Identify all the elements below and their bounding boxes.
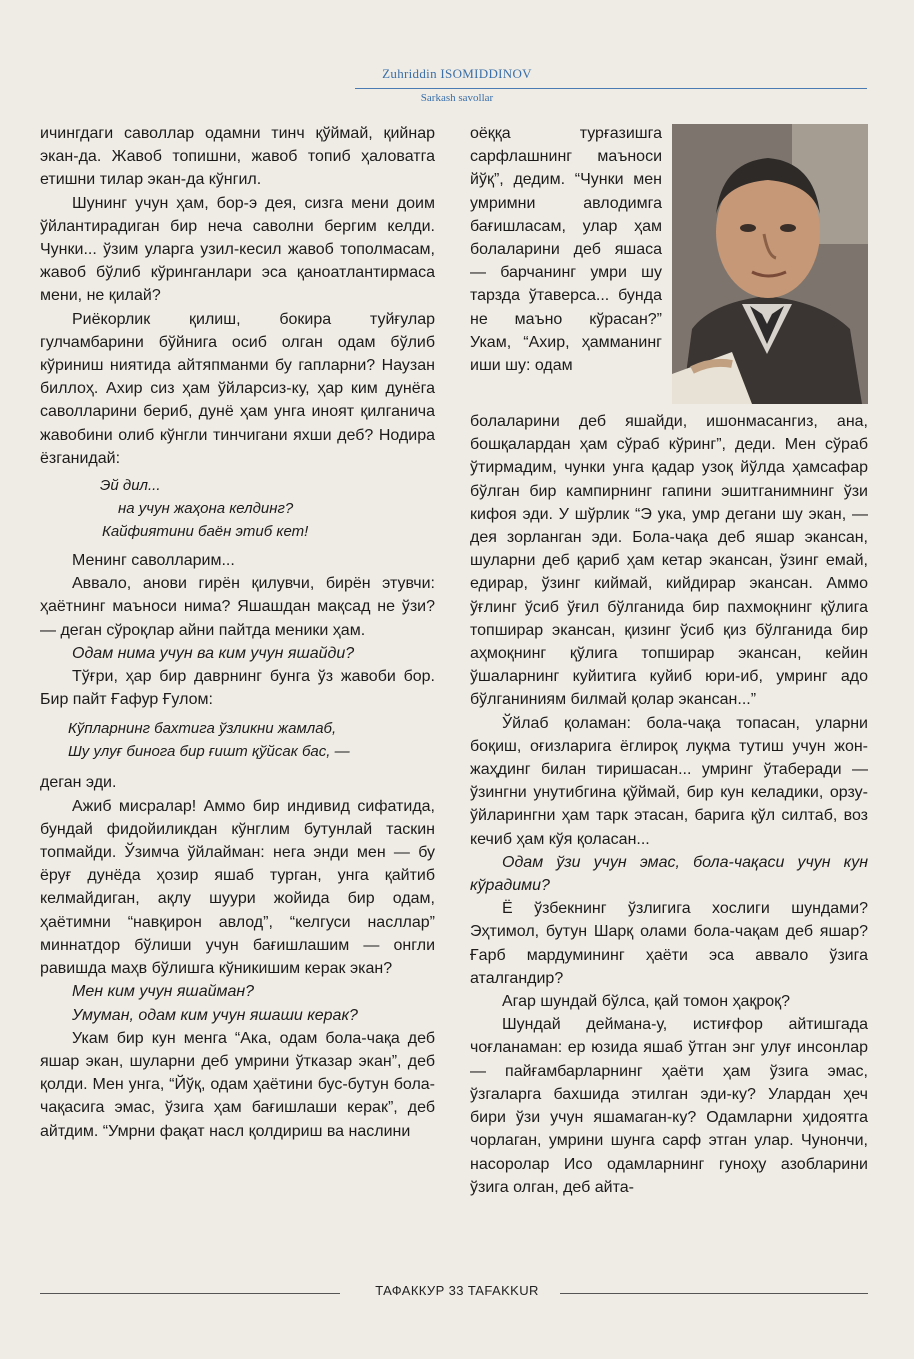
- poem-line: Шу улуғ бинога бир ғишт қўйсак бас, —: [68, 743, 350, 761]
- paragraph: Ўйлаб қоламан: бола-чақа топасан, уларни боқиш, оғизларига ёглироқ луқма тутиш учун жон-жаҳдинг билан тиришасан... умринг ўтаберади — ўзингни унутибгина қўймай, бир кун келадики, орзу-ўйларингни ҳам тарк этасан, барига қўл силтаб, воз кечиб ҳам кўя қоласан...: [470, 714, 868, 848]
- footer-page-number: ТАФАККУР 33 TAFAKKUR: [375, 1283, 539, 1298]
- question: Одам ўзи учун эмас, бола-чақаси учун кун кўрадими?: [470, 853, 868, 895]
- paragraph: Аввало, анови гирён қилувчи, бирён этувчи: ҳаётнинг маъноси нима? Яшашдан мақсад не ўзи? — деган сўроқлар айни пайтда меники ҳам.: [40, 575, 435, 639]
- paragraph: оёққа турғазишга сарфлашнинг маъноси йўқ”, дедим. “Чунки мен умримни авлодимга бағишласам, улар ҳам болаларини деб яшаса — барчанинг умри шу тарзда ўтаверса... бунда не маъно кўрасан?” Укам, “Ахир, ҳамманинг иши шу: одам: [470, 125, 662, 375]
- paragraph: болаларини деб яшайди, ишонмасангиз, ана, бошқалардан ҳам сўраб кўринг”, деди. Мен сўраб ўтирмадим, чунки унга қадар узоқ йўлда ҳамсафар бўлган бир кампирнинг гапини эшитганимнинг ўзи кифоя эди. У шўрлик “Э ука, умр дегани шу экан, — дея зорланган эди. Бола-чақа деб яшар экансан, шуларни деб қариб ҳам кетар экансан, ўзинг емай, едирар, ўзинг киймай, кийдирар экансан. Аммо ўғлинг ўсиб ўғил бўлганида бир пахмоқнинг қўлига топширар экансан, қизинг ўсиб қиз бўлганида бир аҳмоқнинг қўлига топширар экансан, кейин ўшаларнинг куйитига куйиб юри-иб, умринг адо бўлганиниям билмай қолар экансан...”: [470, 413, 868, 709]
- author-photo: [672, 124, 868, 404]
- paragraph: Шунинг учун ҳам, бор-э дея, сизга мени доим ўйлантирадиган бир неча саволни бергим келди. Чунки... ўзим уларга узил-кесил жавоб тополмасам, жавоб бўлиб кўринганлари эса қаноатлантирмаса мени, не қилай?: [40, 194, 435, 305]
- paragraph: Риёкорлик қилиш, бокира туйғулар гулчамбарини бўйнига осиб олган одам бўлиб кўриниш ниятида айтяпманми бу гапларни? Наузан биллоҳ. Ахир сиз ҳам ўйларсиз-ку, ҳар ким дунёга саволларини бериб, дунё ҳам унга иноят қилганича жавобини олиб кўнгли тинчигани яхши деб? Нодира ёзганидай:: [40, 310, 435, 467]
- paragraph: Шундай деймана-у, истиғфор айтишгада чоғланаман: ер юзида яшаб ўтган энг улуғ инсонлар — пайғамбарларнинг ҳаёти ҳам ўзига эмас, ўзгаларга бахшида этилган эди-ку? Улардан ҳеч бири ўзи учун яшамаган-ку? Одамларни ҳидоятга чорлаган, умрини шунга сарф этган улар. Чунончи, насоролар Исо одамларнинг гуноҳу азобларини ўзига олган, деб айта-: [470, 1016, 868, 1196]
- header-rule: [355, 88, 867, 89]
- right-column: [470, 410, 868, 1199]
- paragraph: Укам бир кун менга “Ака, одам бола-чақа деб яшар экан, шуларни деб умрини ўтказар экан”, деб қолди. Мен унга, “Йўқ, одам ҳаётини бус-бутун бола-чақасига эмас, ўзига ҳам бағишлаши керак”, деб айтдим. “Умрни фақат насл қолдириш ва наслини: [40, 1029, 435, 1140]
- paragraph: Тўғри, ҳар бир даврнинг бунга ўз жавоби бор. Бир пайт Ғафур Ғулом:: [40, 668, 435, 709]
- portrait-illustration: [672, 124, 868, 404]
- question: Умуман, одам ким учун яшаши керак?: [72, 1006, 358, 1024]
- paragraph: ичингдаги саволлар одамни тинч қўймай, қийнар экан-да. Жавоб топишни, жавоб топиб ҳаловатга етишни тилар экан-да кўнгил.: [40, 125, 435, 189]
- question: Одам нима учун ва ким учун яшайди?: [72, 644, 355, 662]
- paragraph: Ажиб мисралар! Аммо бир индивид сифатида, бундай фидойиликдан кўнглим бутунлай таскин топмайди. Ўзимча ўйлайман: нега энди мен — бу ёруғ дунёда ҳозир яшаб турган, унга қайтиб келмайдиган, ақлу шуури жойида бир одам, ҳаётимни “навқирон авлод”, “келгуси насллар” миннатдор бўлиши учун бағишлашим — онгли равишда маҳв бўлишга кўникишим керак экан?: [40, 797, 435, 978]
- paragraph: деган эди.: [40, 774, 117, 792]
- poem-line: на учун жаҳона келдинг?: [118, 500, 294, 518]
- poem-gafur-gulom: [68, 717, 435, 763]
- paragraph: Ё ўзбекнинг ўзлигига хослиги шундами? Эҳтимол, бутун Шарқ олами бола-чақам деб яшар? Ғарб мардумининг ҳаёти эса аввало ўзига аталгандир?: [470, 900, 868, 987]
- poem-line: Эй дил...: [100, 477, 161, 495]
- footer-rule-right: [560, 1293, 868, 1294]
- paragraph: Агар шундай бўлса, қай томон ҳақроқ?: [502, 993, 791, 1011]
- left-column: [40, 122, 435, 1143]
- header-subtitle: Sarkash savollar: [420, 92, 494, 104]
- header-author: Zuhriddin ISOMIDDINOV: [382, 66, 532, 81]
- poem-nodira: [100, 474, 435, 543]
- poem-line: Кўпларнинг бахтига ўзликни жамлаб,: [68, 720, 337, 738]
- poem-line: Кайфиятини баён этиб кет!: [102, 523, 309, 541]
- question: Мен ким учун яшайман?: [72, 983, 255, 1001]
- paragraph: Менинг саволларим...: [72, 552, 235, 570]
- right-column-narrow: [470, 122, 662, 377]
